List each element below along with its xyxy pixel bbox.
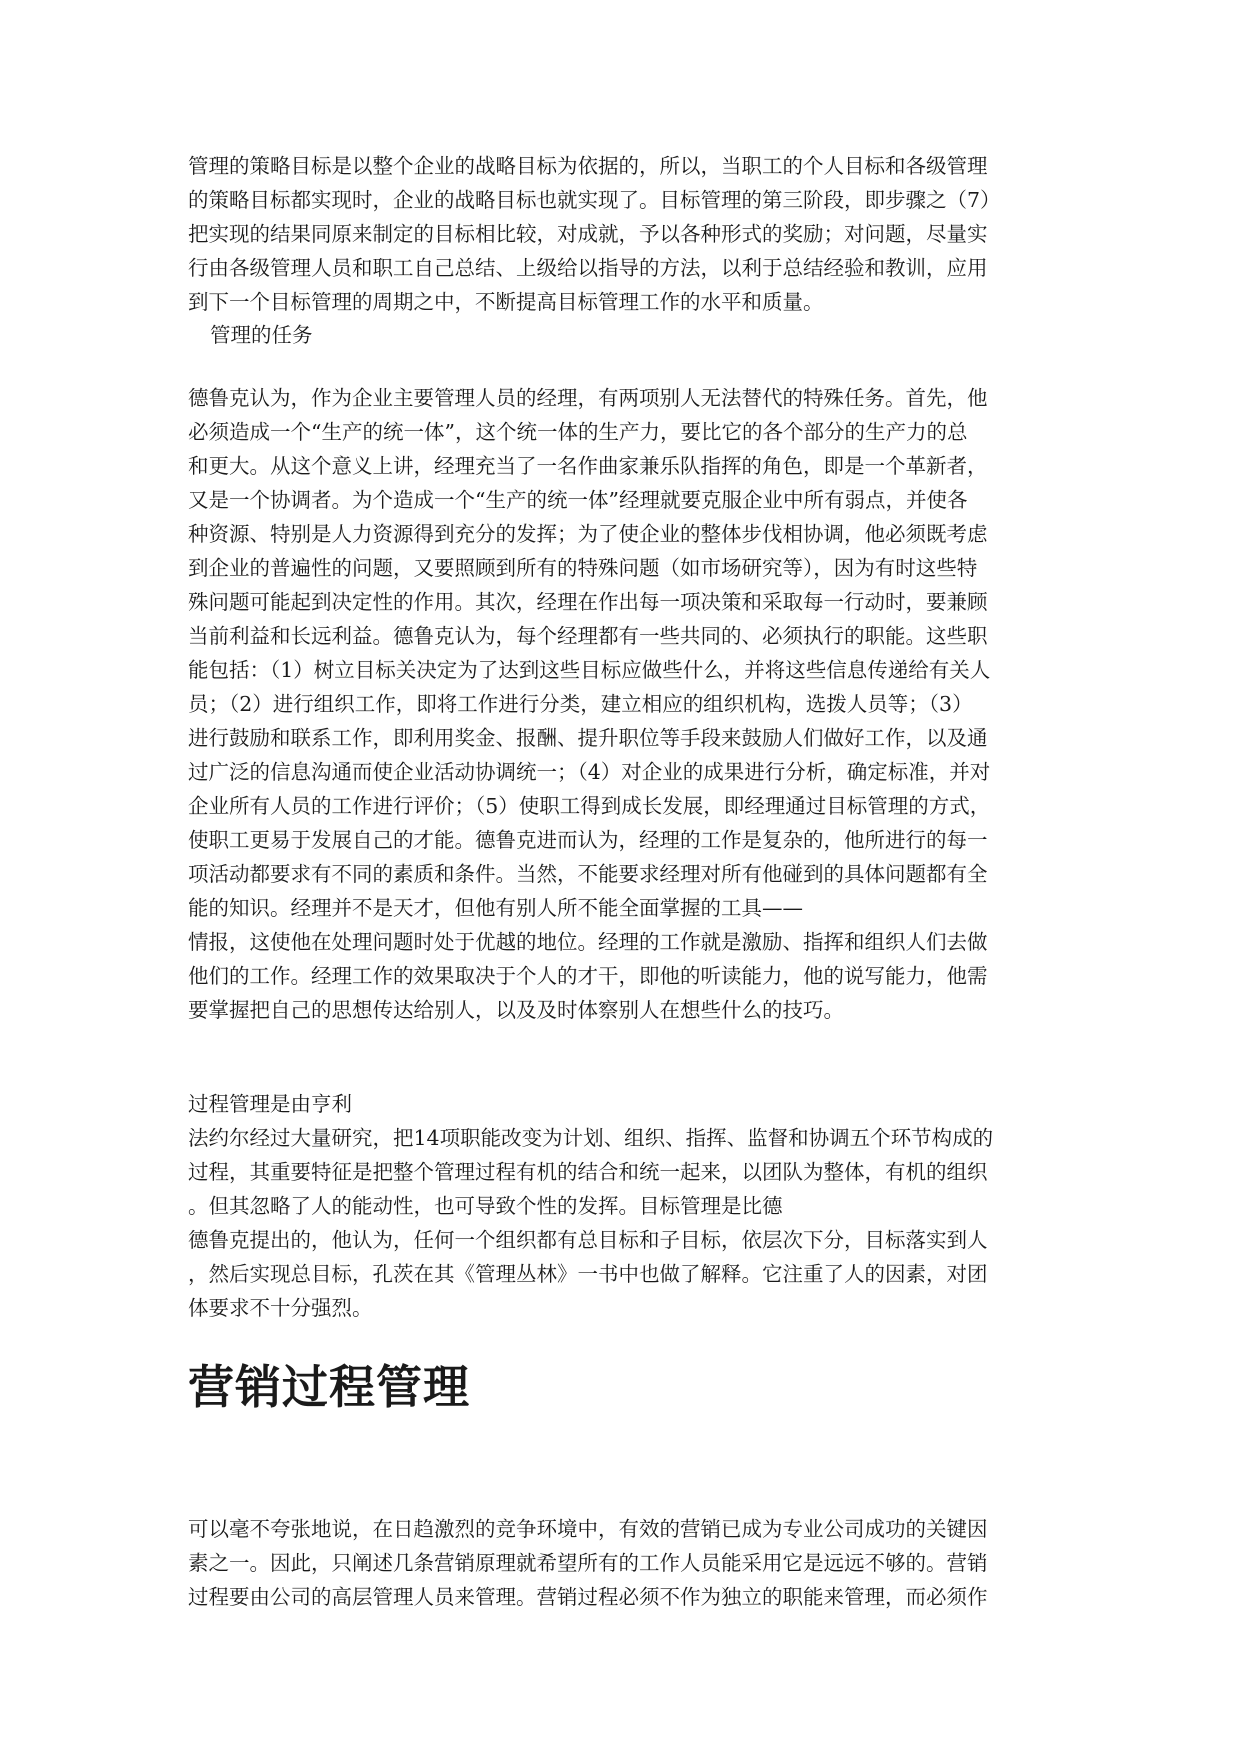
text-line: 必须造成一个“生产的统一体”，这个统一体的生产力，要比它的各个部分的生产力的总 xyxy=(188,420,968,444)
text-line: 企业所有人员的工作进行评价；（5）使职工得到成长发展，即经理通过目标管理的方式， xyxy=(188,794,991,818)
text-line: 素之一。因此，只阐述几条营销原理就希望所有的工作人员能采用它是远远不够的。营销 xyxy=(188,1551,988,1575)
section-subheading: 管理的任务 xyxy=(210,323,313,347)
text-line: 。但其忽略了人的能动性，也可导致个性的发挥。目标管理是比德 xyxy=(188,1194,783,1218)
text-line: 过程要由公司的高层管理人员来管理。营销过程必须不作为独立的职能来管理，而必须作 xyxy=(188,1585,988,1609)
text-line: 和更大。从这个意义上讲，经理充当了一名作曲家兼乐队指挥的角色，即是一个革新者， xyxy=(188,454,988,478)
text-line: 又是一个协调者。为个造成一个“生产的统一体”经理就要克服企业中所有弱点，并使各 xyxy=(188,488,968,512)
text-line: 法约尔经过大量研究，把14项职能改变为计划、组织、指挥、监督和协调五个环节构成的 xyxy=(188,1126,994,1150)
text-line: 到下一个目标管理的周期之中，不断提高目标管理工作的水平和质量。 xyxy=(188,290,824,314)
text-line: ，然后实现总目标，孔茨在其《管理丛林》一书中也做了解释。它注重了人的因素，对团 xyxy=(188,1262,988,1286)
text-line: 当前利益和长远利益。德鲁克认为，每个经理都有一些共同的、必须执行的职能。这些职 xyxy=(188,624,988,648)
text-line: 到企业的普遍性的问题，又要照顾到所有的特殊问题（如市场研究等），因为有时这些特 xyxy=(188,556,978,580)
text-line: 管理的策略目标是以整个企业的战略目标为依据的，所以，当职工的个人目标和各级管理 xyxy=(188,154,988,178)
text-line: 种资源、特别是人力资源得到充分的发挥；为了使企业的整体步伐相协调，他必须既考虑 xyxy=(188,522,988,546)
text-line: 要掌握把自己的思想传达给别人，以及及时体察别人在想些什么的技巧。 xyxy=(188,998,844,1022)
text-line: 能的知识。经理并不是天才，但他有别人所不能全面掌握的工具—— xyxy=(188,896,803,920)
text-line: 员；（2）进行组织工作，即将工作进行分类，建立相应的组织机构，选拨人员等；（3） xyxy=(188,692,973,716)
text-line: 项活动都要求有不同的素质和条件。当然，不能要求经理对所有他碰到的具体问题都有全 xyxy=(188,862,988,886)
text-line: 可以毫不夸张地说，在日趋激烈的竞争环境中，有效的营销已成为专业公司成功的关键因 xyxy=(188,1517,988,1541)
text-line: 体要求不十分强烈。 xyxy=(188,1296,373,1320)
section-heading: 营销过程管理 xyxy=(188,1360,470,1414)
text-line: 进行鼓励和联系工作，即利用奖金、报酬、提升职位等手段来鼓励人们做好工作，以及通 xyxy=(188,726,988,750)
text-line: 德鲁克认为，作为企业主要管理人员的经理，有两项别人无法替代的特殊任务。首先，他 xyxy=(188,386,988,410)
text-line: 的策略目标都实现时，企业的战略目标也就实现了。目标管理的第三阶段，即步骤之（7） xyxy=(188,188,1001,212)
text-line: 他们的工作。经理工作的效果取决于个人的才干，即他的听读能力，他的说写能力，他需 xyxy=(188,964,988,988)
text-line: 过程管理是由亨利 xyxy=(188,1092,352,1116)
text-line: 过广泛的信息沟通而使企业活动协调统一；（4）对企业的成果进行分析，确定标准，并对 xyxy=(188,760,991,784)
text-line: 情报，这使他在处理问题时处于优越的地位。经理的工作就是激励、指挥和组织人们去做 xyxy=(188,930,988,954)
text-line: 把实现的结果同原来制定的目标相比较，对成就，予以各种形式的奖励；对问题，尽量实 xyxy=(188,222,988,246)
text-line: 行由各级管理人员和职工自己总结、上级给以指导的方法，以利于总结经验和教训，应用 xyxy=(188,256,988,280)
text-line: 殊问题可能起到决定性的作用。其次，经理在作出每一项决策和采取每一行动时，要兼顾 xyxy=(188,590,988,614)
text-line: 使职工更易于发展自己的才能。德鲁克进而认为，经理的工作是复杂的，他所进行的每一 xyxy=(188,828,988,852)
text-line: 能包括：（1）树立目标关决定为了达到这些目标应做些什么，并将这些信息传递给有关人 xyxy=(188,658,991,682)
text-line: 德鲁克提出的，他认为，任何一个组织都有总目标和子目标，依层次下分，目标落实到人 xyxy=(188,1228,988,1252)
text-line: 过程，其重要特征是把整个管理过程有机的结合和统一起来，以团队为整体，有机的组织 xyxy=(188,1160,988,1184)
